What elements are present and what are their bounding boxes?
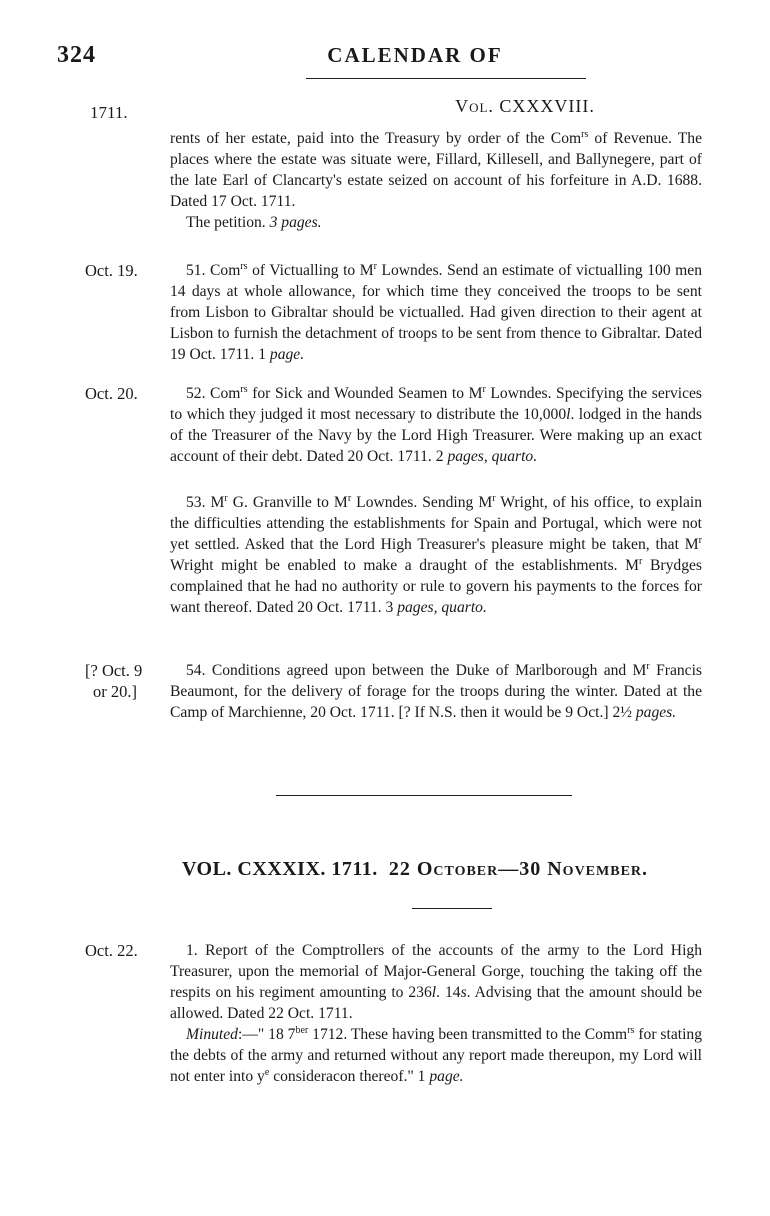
entry-text: Lowndes. Send an estimate of victualling 100 men 14 days at whole allowance, for which time they conceived the troops to be sent from Lisbon to Gibraltar should be victualled. Had given direction to their agent at Lisbon to furnish the detachment of troops to be sent from thence to Gibraltar. Dated 19 Oct. 1711. 1	[170, 262, 702, 363]
entry-text: . 14	[436, 984, 461, 1001]
superscript: rs	[240, 383, 248, 395]
minuted-label: Minuted	[186, 1026, 238, 1043]
entry-text: . lodged in the hands of the Treasurer of the Navy by the Lord High Treasurer. Were making up an exact account of their debt. Dated 20 Oct. 1711. 2	[170, 406, 703, 465]
superscript: r	[224, 492, 228, 504]
entry-date-line: [? Oct. 9	[85, 661, 143, 680]
entry-text: :—" 18 7	[237, 1026, 296, 1043]
entry-52	[170, 383, 702, 467]
superscript: r	[698, 534, 702, 546]
volume-heading	[0, 858, 770, 881]
currency-unit: l	[566, 406, 571, 423]
page-count: page.	[269, 346, 305, 363]
entry-text: Wright might be enabled to make a draught of the establishments. M	[170, 557, 640, 574]
superscript: r	[482, 383, 486, 395]
heading-rule	[412, 908, 492, 909]
entry-text: 1. Report of the Comptrollers of the accounts of the army to the Lord High Treasurer, upon the memorial of Major-General Gorge, touching the taking off the respits on his regiment amounting to 236	[170, 942, 702, 1001]
volume-title: VOL. CXXXIX. 1711.	[181, 858, 378, 880]
entry-text: . Advising that the amount should be allowed. Dated 22 Oct. 1711.	[170, 984, 703, 1022]
entry-text: Lowndes. Sending M	[351, 494, 493, 511]
margin-year: 1711.	[90, 103, 128, 122]
entry-text: Lowndes. Specifying the services to which they judged it most necessary to distribute the 10,000	[170, 385, 702, 423]
volume-title: Vol. CXXXVIII.	[455, 96, 595, 116]
volume-heading	[300, 96, 750, 117]
superscript: r	[492, 492, 496, 504]
entry-text: 54. Conditions agreed upon between the Duke of Marlborough and M	[186, 662, 647, 679]
entry-date-line: or 20.]	[93, 682, 137, 701]
page-count: page.	[429, 1068, 464, 1085]
entry-text: for Sick and Wounded Seamen to M	[247, 385, 483, 402]
page-count: pages, quarto.	[397, 599, 487, 616]
superscript: r	[373, 260, 377, 272]
superscript: r	[347, 492, 352, 504]
currency-unit: s	[460, 984, 467, 1001]
page-count: pages, quarto.	[447, 448, 538, 465]
entry-51	[170, 260, 702, 365]
petition-text: The petition.	[186, 214, 270, 231]
entry-text: 53. M	[186, 494, 225, 511]
entry-text: 52. Com	[186, 385, 241, 402]
page-number: 324	[57, 42, 96, 68]
entry-text: Wright, of his office, to explain the difficulties attending the establishments for Spain and Portugal, which were not yet settled. Asked that the Lord High Treasurer's pleasure might be taken, that M	[170, 494, 702, 553]
entry-text: Brydges complained that he had no authority or rule to govern his payments to the forces for want thereof. Dated 20 Oct. 1711. 3	[170, 557, 702, 616]
currency-unit: l	[431, 984, 437, 1001]
entry-text: rents of her estate, paid into the Treasury by order of the Com	[170, 130, 582, 147]
entry-54	[170, 660, 702, 723]
page-count: pages.	[635, 704, 677, 721]
entry-text: consideracon thereof." 1	[269, 1068, 430, 1085]
volume-date-range: 22 October—30 November.	[388, 858, 649, 880]
entry-date: Oct. 22.	[85, 941, 138, 960]
superscript: r	[646, 660, 650, 672]
entry-53	[170, 492, 702, 618]
entry-date: Oct. 19.	[85, 261, 138, 280]
section-divider	[276, 795, 572, 796]
entry-date: Oct. 20.	[85, 384, 138, 403]
superscript: e	[264, 1066, 270, 1078]
entry-continuation	[170, 128, 702, 233]
superscript: rs	[627, 1024, 635, 1036]
entry-text: for stating the debts of the army and returned without any report made thereupon, my Lord will not enter into y	[170, 1026, 702, 1085]
superscript: ber	[295, 1024, 309, 1036]
running-title: CALENDAR OF	[327, 43, 503, 67]
page-count: 3 pages.	[269, 214, 322, 231]
entry-text: 51. Com	[186, 262, 241, 279]
superscript: rs	[581, 128, 589, 140]
superscript: rs	[240, 260, 248, 272]
entry-1	[170, 940, 702, 1087]
entry-text: Francis Beaumont, for the delivery of forage for the troops during the winter. Dated at the Camp of Marchienne, 20 Oct. 1711. [? If N.S. then it would be 9 Oct.] 2½	[170, 662, 702, 721]
superscript: r	[639, 555, 643, 567]
entry-text: 1712. These having been transmitted to the Comm	[308, 1026, 628, 1043]
entry-text: of Victualling to M	[247, 262, 374, 279]
header-rule	[306, 78, 586, 79]
entry-date	[85, 660, 142, 702]
entry-text: of Revenue. The places where the estate was situate were, Fillard, Killesell, and Ballynegere, part of the late Earl of Clancarty's estate seized on account of his forfeiture in A.D. 1688. Dated 17 Oct. 1711.	[170, 130, 702, 210]
entry-text: G. Granville to M	[227, 494, 348, 511]
